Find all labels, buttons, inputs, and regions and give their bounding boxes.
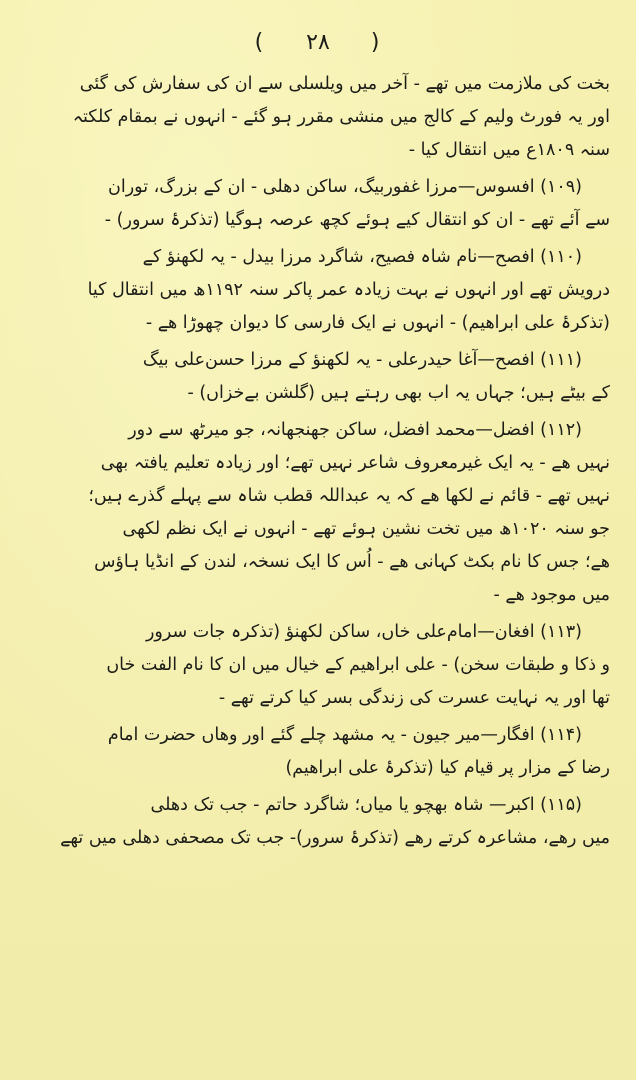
text-line: جو سنہ ۱۰۲۰ھ میں تخت نشین ہوئے تھے - انہوں نے ایک نظم لکھی: [122, 519, 610, 539]
text-line: (۱۱۴) افگار—میر جیون - یہ مشھد چلے گئے اور وھاں حضرت امام: [107, 725, 582, 745]
page-number-paren-close: ): [370, 30, 382, 55]
text-line: (۱۱۱) افصح—آغا حیدرعلی - یہ لکھنؤ کے مرزا حسن‌علی بیگ: [142, 350, 582, 370]
text-line: میں رھے، مشاعرہ کرتے رھے (تذکرۂ سرور)- جب تک مصحفی دھلی میں تھے: [60, 828, 610, 848]
text-line: ھے؛ جس کا نام بکٹ کہانی ھے - اُس کا ایک نسخہ، لندن کے انڈیا ہاؤس: [94, 552, 610, 572]
paragraph: [26, 344, 610, 410]
text-line: سے آئے تھے - ان کو انتقال کیے ہوئے کچھ عرصہ ہوگیا (تذکرۂ سرور) -: [104, 210, 610, 230]
page-number-paren-open: (: [254, 30, 266, 55]
paragraph: [26, 241, 610, 340]
text-line: بخت کی ملازمت میں تھے - آخر میں ویلسلی سے ان کی سفارش کی گئی: [79, 74, 610, 94]
paragraph: [26, 68, 610, 167]
text-line: و ذکا و طبقات سخن) - علی ابراھیم کے خیال میں ان کا نام الفت خاں: [106, 655, 610, 675]
text-line: تھا اور یہ نہایت عسرت کی زندگی بسر کیا کرتے تھے -: [218, 688, 610, 708]
text-line: رضا کے مزار پر قیام کیا (تذکرۂ علی ابراھیم): [285, 758, 610, 778]
paragraph: [26, 171, 610, 237]
text-line: (تذکرۂ علی ابراھیم) - انہوں نے ایک فارسی کا دیوان چھوڑا ھے -: [145, 313, 610, 333]
text-line: اور یہ فورٹ ولیم کے کالج میں منشی مقرر ہو گئے - انہوں نے بمقام کلکتہ: [72, 107, 610, 127]
page-number: [0, 30, 636, 55]
text-line: (۱۱۳) افغان—امام‌علی خاں، ساکن لکھنؤ (تذکرہ جات سرور: [145, 622, 582, 642]
text-line: میں موجود ھے -: [493, 585, 610, 605]
paragraph: [26, 719, 610, 785]
page-number-value: ۲۸: [306, 30, 330, 55]
text-line: کے بیٹے ہیں؛ جہاں یہ اب بھی رہتے ہیں (گلشن بےخزاں) -: [187, 383, 610, 403]
text-line: (۱۱۲) افضل—محمد افضل، ساکن جھنجھانہ، جو میرٹھ سے دور: [128, 420, 582, 440]
text-line: نہیں ھے - یہ ایک غیرمعروف شاعر نہیں تھے؛ اور زیادہ تعلیم یافتہ بھی: [100, 453, 610, 473]
body-text: [26, 68, 610, 859]
text-line: (۱۱۵) اکبر— شاہ بھچو یا میاں؛ شاگرد حاتم - جب تک دھلی: [150, 795, 582, 815]
paragraph: [26, 414, 610, 612]
paragraph: [26, 789, 610, 855]
text-line: (۱۰۹) افسوس—مرزا غفوربیگ، ساکن دھلی - ان کے بزرگ، توران: [108, 177, 582, 197]
paragraph: [26, 616, 610, 715]
text-line: نہیں تھے - قائم نے لکھا ھے کہ یہ عبداللہ قطب شاہ سے پہلے گذرے ہیں؛: [88, 486, 610, 506]
text-line: (۱۱۰) افصح—نام شاہ فصیح، شاگرد مرزا بیدل - یہ لکھنؤ کے: [142, 247, 582, 267]
text-line: سنہ ۱۸۰۹ع میں انتقال کیا -: [408, 140, 610, 160]
text-line: درویش تھے اور انہوں نے بہت زیادہ عمر پاکر سنہ ۱۱۹۲ھ میں انتقال کیا: [87, 280, 610, 300]
